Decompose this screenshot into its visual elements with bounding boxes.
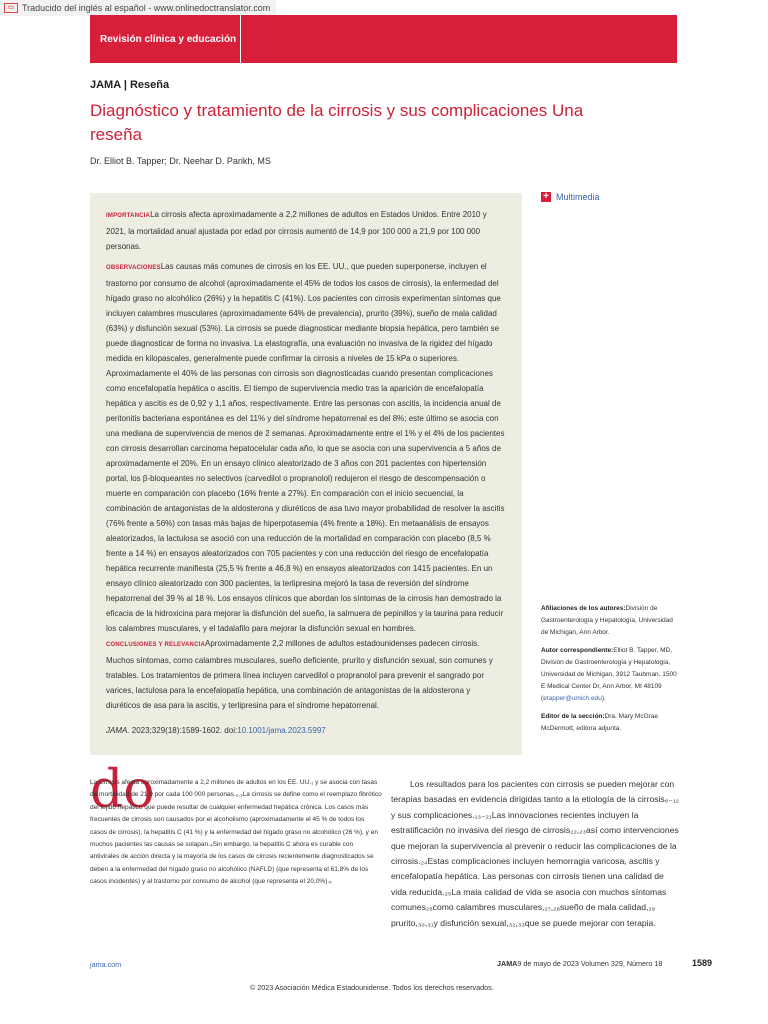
- section-banner: [90, 15, 677, 63]
- citation-journal: JAMA.: [106, 726, 130, 735]
- authors-line: Dr. Elliot B. Tapper; Dr. Neehar D. Parikh, MS: [90, 156, 271, 166]
- copyright-notice: © 2023 Asociación Médica Estadounidense. Todos los derechos reservados.: [250, 983, 494, 992]
- section-editor: [541, 711, 681, 735]
- section-label: Revisión clínica y educación: [100, 34, 237, 45]
- translator-bar[interactable]: [0, 0, 276, 16]
- editor-label: Editor de la sección:: [541, 713, 605, 720]
- abstract-box: [90, 193, 522, 755]
- article-info-sidebar: [541, 603, 681, 741]
- affiliations-label: Afiliaciones de los autores:: [541, 605, 626, 612]
- author-affiliations: [541, 603, 681, 639]
- abstract-conclusions: [106, 636, 506, 713]
- drop-cap: do: [90, 760, 155, 820]
- translator-note[interactable]: Traducido del inglés al español - www.onlinedoctranslator.com: [22, 3, 271, 13]
- journal-label: JAMA | Reseña: [90, 79, 170, 91]
- multimedia-label[interactable]: Multimedia: [556, 192, 600, 202]
- page-number: 1589: [692, 958, 713, 968]
- corresponding-author: [541, 645, 681, 705]
- abstract-observations: [106, 259, 510, 636]
- citation-ref: 2023;329(18):1589-1602. doi:: [129, 726, 238, 735]
- banner-divider: [240, 15, 241, 63]
- body-left-column: La cirrosis afecta aproximadamente a 2,2 millones de adultos en los EE. UU.₁ y se asocia con tasas de mortalidad de 21,9 por cada 100 000 personas.₂,₃La cirrosis se define como el reemplazo fibrótico del tejido hepático que puede resultar de cualquier enfermedad hepática crónica. Los casos más frecuentes de cirrosis son causados por el alcoholismo (aproximadamente el 45 % de todos los casos de cirrosis), la hepatitis C (41 %) y la enfermedad del hígado graso no alcohólico (26 %), y en muchos pacientes las causas se solapan.₄Sin embargo, la hepatitis C ahora es curable con antivirales de acción directa y la mayoría de los casos de cirrosis recientemente diagnosticados se deben a la enfermedad del hígado graso no alcohólico (NAFLD) (que representa el 61,8% de los casos incidentes) y al trastorno por consumo de alcohol (que representa el 20,0%).₅: [90, 779, 382, 886]
- observations-heading: OBSERVACIONES: [106, 265, 161, 271]
- corresponding-text: Elliot B. Tapper, MD, División de Gastroenterología y Hepatología, Universidad de Michigan, 3912 Taubman, 1500 E Medical Center Dr, Ann Arbor, MI 48109 (: [541, 647, 677, 702]
- article-title: Diagnóstico y tratamiento de la cirrosis y sus complicaciones Una reseña: [90, 101, 584, 144]
- editor-text: Dra. Mary McGrae McDermott, editora adjunta.: [541, 713, 659, 732]
- multimedia-link[interactable]: [541, 192, 600, 202]
- footer-issue: [497, 959, 662, 968]
- footer-site-link[interactable]: jama.com: [90, 960, 122, 969]
- observations-text: Las causas más comunes de cirrosis en los EE. UU., que pueden superponerse, incluyen el trastorno por consumo de alcohol (aproximadamente el 45% de todos los casos de cirrosis), la enfermedad del hígado graso no alcohólico (26%) y la hepatitis C (41%). Los pacientes con cirrosis experimentan síntomas que incluyen calambres musculares (aproximadamente 64% de prevalencia), prurito (39%), sueño de mala calidad (63%) y disfunción sexual (53%). La cirrosis se puede diagnosticar mediante biopsia hepática, pero también se puede diagnosticar de forma no invasiva. La elastografía, una evaluación no invasiva de la rigidez del hígado medida en kilopascales, generalmente puede confirmar la cirrosis a niveles de 15 kPa o superiores. Aproximadamente el 40% de las personas con cirrosis son diagnosticadas cuando presentan complicaciones como encefalopatía hepática o ascitis. El tiempo de supervivencia medio tras la aparición de encefalopatía hepática y ascitis es de 0,92 y 1,1 años, respectivamente. Entre las personas con ascitis, la incidencia anual de peritonitis bacteriana espontánea es del 11% y del síndrome hepatorrenal es del 8%; este último se asocia con una mediana de supervivencia de menos de 2 semanas. Aproximadamente entre el 1% y el 4% de los pacientes con cirrosis desarrollan carcinoma hepatocelular cada año, lo que se asocia con una supervivencia a 5 años de aproximadamente el 20%. En un ensayo clínico aleatorizado de 3 años con 201 pacientes con hipertensión portal, los β-bloqueantes no selectivos (carvedilol o propranolol) redujeron el riesgo de descompensación o muerte en comparación con placebo (16% frente a 27%). En comparación con el inicio secuencial, la combinación de antagonistas de la aldosterona y diuréticos de asa tuvo mayor probabilidad de resolver la ascitis (76% frente a 56%) con tasas más bajas de hiperpotasemia (4% frente a 18%). En metaanálisis de ensayos aleatorizados, la lactulosa se asoció con una reducción de la mortalidad en comparación con placebo (8,5 % frente a 14 %) en ensayos aleatorizados con 705 pacientes y con una reducción del riesgo de encefalopatía hepática recurrente manifiesta (25,5 % frente a 46,8 %) en ensayos aleatorizados con 1415 pacientes. En un ensayo clínico aleatorizado con 300 pacientes, la terlipresina mejoró la tasa de reversión del síndrome hepatorrenal del 39 % al 18 %. Los ensayos clínicos que abordan los síntomas de la cirrosis han demostrado la eficacia de la hidroxicina para mejorar la disfunción del sueño, la salmuera de pepinillos y la taurina para reducir los calambres musculares, y el tadalafilo para mejorar la disfunción sexual en hombres.: [106, 262, 505, 633]
- conclusions-heading: CONCLUSIONES Y RELEVANCIA: [106, 642, 206, 648]
- doi-link[interactable]: 10.1001/jama.2023.5997: [237, 726, 326, 735]
- email-link[interactable]: etapper@umich.edu: [543, 695, 602, 702]
- plus-square-icon: +: [541, 192, 551, 202]
- affiliations-text: División de Gastroenterología y Hepatología, Universidad de Michigan, Ann Arbor.: [541, 605, 673, 636]
- abstract-importance: [106, 207, 508, 254]
- section-tab: [90, 15, 240, 63]
- citation-line: [106, 726, 326, 735]
- body-right-column: Los resultados para los pacientes con cirrosis se pueden mejorar con terapias basadas en evidencia dirigidas tanto a la etiología de la cirrosis₆₋₁₂ y sus complicaciones.₁₃₋₂₁Las innovaciones recientes incluyen la estratificación no invasiva del riesgo de cirrosis₂₂,₂₃así como intervenciones que mejoran la supervivencia al prevenir o reducir las complicaciones de la cirrosis.₂₄Estas complicaciones incluyen hemorragia varicosa, ascitis y encefalopatía hepática. Las personas con cirrosis tienen una calidad de vida reducida.₂₅La mala calidad de vida se asocia con muchos síntomas comunes₂₆como calambres musculares,₂₇,₂₈sueño de mala calidad,₂₉ prurito,₃₀,₃₁y disfunción sexual,₃₂,₃₃que se puede mejorar con terapia.: [391, 779, 679, 928]
- corresponding-close: ).: [601, 695, 606, 702]
- importance-text: La cirrosis afecta aproximadamente a 2,2 millones de adultos en Estados Unidos. Entre 2010 y 2021, la mortalidad anual ajustada por edad por cirrosis aumentó de 14,9 por 100 000 a 21,9 por 100 000 personas.: [106, 210, 487, 251]
- footer-journal: JAMA: [497, 959, 518, 968]
- footer-issue-text: 9 de mayo de 2023 Volumen 329, Número 18: [517, 959, 663, 968]
- corresponding-label: Autor correspondiente:: [541, 647, 614, 654]
- translator-icon: ▭: [4, 3, 18, 13]
- importance-heading: IMPORTANCIA: [106, 213, 151, 219]
- conclusions-text: Aproximadamente 2,2 millones de adultos estadounidenses padecen cirrosis. Muchos síntomas, como calambres musculares, sueño deficiente, prurito y disfunción sexual, son comunes y tratables. Los tratamientos de primera línea incluyen carvedilol o propranolol para prevenir el sangrado por varices, lactulosa para la encefalopatía hepática, una combinación de antagonistas de la aldosterona y diuréticos de asa para la ascitis, y terlipresina para el síndrome hepatorrenal.: [106, 639, 493, 710]
